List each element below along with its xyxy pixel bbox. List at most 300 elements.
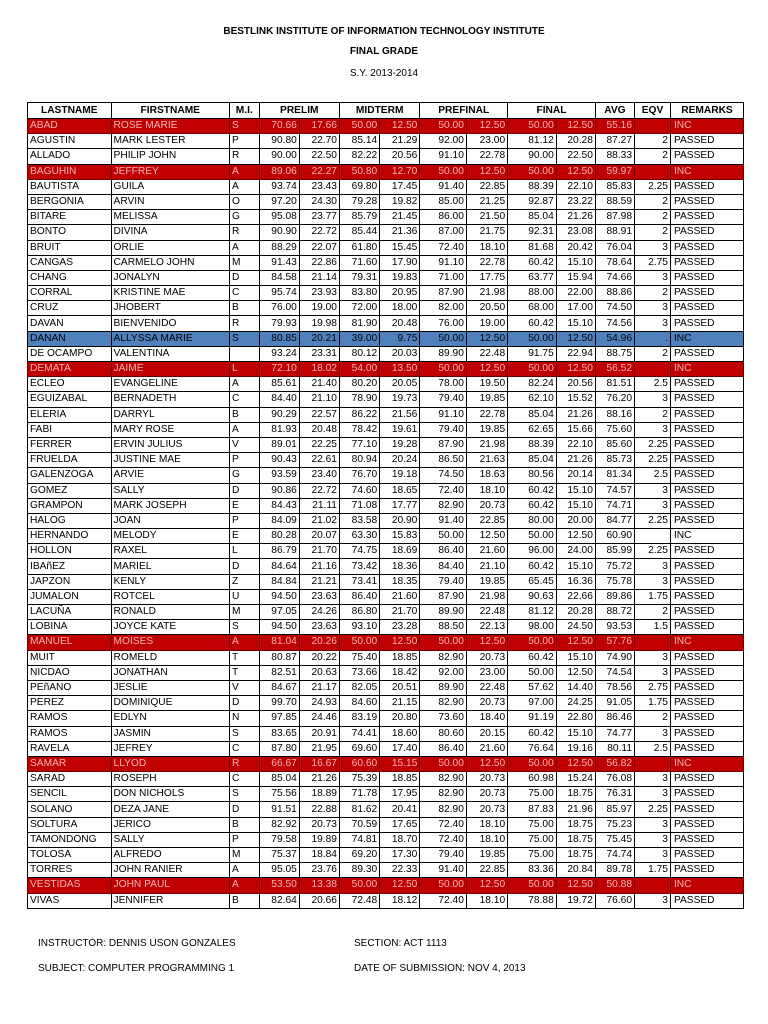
cell-lastname: MUIT: [28, 650, 112, 665]
table-row: [28, 680, 744, 695]
cell-firstname: DOMINIQUE: [111, 696, 229, 711]
cell-prelim-weighted: 23.63: [299, 589, 339, 604]
cell-prefinal-weighted: 21.50: [466, 210, 507, 225]
cell-firstname: ALFREDO: [111, 848, 229, 863]
cell-prelim-weighted: 22.50: [299, 149, 339, 164]
cell-midterm-grade: 84.60: [339, 696, 379, 711]
cell-firstname: JHOBERT: [111, 301, 229, 316]
cell-mi: T: [229, 650, 259, 665]
cell-lastname: BAUTISTA: [28, 179, 112, 194]
cell-prefinal-grade: 78.00: [420, 377, 467, 392]
cell-final-weighted: 22.66: [556, 589, 595, 604]
cell-mi: L: [229, 544, 259, 559]
cell-remarks: PASSED: [670, 893, 743, 908]
cell-avg: 74.71: [595, 498, 634, 513]
cell-mi: P: [229, 832, 259, 847]
cell-remarks: PASSED: [670, 680, 743, 695]
table-row: [28, 726, 744, 741]
cell-firstname: MELISSA: [111, 210, 229, 225]
cell-prefinal-grade: 74.50: [420, 468, 467, 483]
cell-prelim-weighted: 20.48: [299, 422, 339, 437]
cell-eqv: 2: [635, 286, 671, 301]
cell-lastname: ALLADO: [28, 149, 112, 164]
cell-final-grade: 75.00: [508, 848, 557, 863]
cell-final-weighted: 12.50: [556, 878, 595, 893]
cell-eqv: 2: [635, 605, 671, 620]
cell-mi: P: [229, 453, 259, 468]
cell-prelim-weighted: 23.40: [299, 468, 339, 483]
cell-lastname: DAVAN: [28, 316, 112, 331]
header-prefinal: PREFINAL: [420, 103, 508, 119]
table-row: [28, 149, 744, 164]
cell-firstname: ERVIN JULIUS: [111, 437, 229, 452]
cell-mi: S: [229, 726, 259, 741]
cell-prefinal-grade: 86.40: [420, 741, 467, 756]
cell-eqv: 3: [635, 392, 671, 407]
cell-prefinal-weighted: 21.25: [466, 194, 507, 209]
cell-final-grade: 97.00: [508, 696, 557, 711]
cell-lastname: BITARE: [28, 210, 112, 225]
cell-final-grade: 85.04: [508, 453, 557, 468]
cell-avg: 88.16: [595, 407, 634, 422]
cell-final-grade: 76.64: [508, 741, 557, 756]
cell-mi: A: [229, 164, 259, 179]
cell-prelim-weighted: 20.91: [299, 726, 339, 741]
cell-prefinal-grade: 82.90: [420, 650, 467, 665]
table-row: [28, 286, 744, 301]
cell-firstname: DON NICHOLS: [111, 787, 229, 802]
cell-firstname: DEZA JANE: [111, 802, 229, 817]
table-row: [28, 164, 744, 179]
school-year: S.Y. 2013-2014: [349, 68, 419, 79]
cell-midterm-weighted: 15.83: [380, 529, 420, 544]
cell-midterm-grade: 80.94: [339, 453, 379, 468]
cell-firstname: ROSEPH: [111, 772, 229, 787]
instructor-label: INSTRUCTOR: DENNIS USON GONZALES: [38, 938, 236, 949]
cell-mi: B: [229, 407, 259, 422]
cell-avg: 76.20: [595, 392, 634, 407]
cell-midterm-weighted: 22.33: [380, 863, 420, 878]
cell-lastname: BAGUHIN: [28, 164, 112, 179]
table-row: [28, 134, 744, 149]
cell-remarks: PASSED: [670, 225, 743, 240]
cell-final-weighted: 22.50: [556, 149, 595, 164]
cell-prelim-weighted: 19.00: [299, 301, 339, 316]
cell-midterm-grade: 73.42: [339, 559, 379, 574]
cell-final-weighted: 24.50: [556, 620, 595, 635]
cell-prefinal-grade: 72.40: [420, 893, 467, 908]
cell-firstname: ROMELD: [111, 650, 229, 665]
cell-midterm-weighted: 20.56: [380, 149, 420, 164]
cell-midterm-weighted: 19.83: [380, 270, 420, 285]
cell-eqv: 2.5: [635, 377, 671, 392]
cell-midterm-grade: 60.60: [339, 756, 379, 771]
cell-prelim-weighted: 24.30: [299, 194, 339, 209]
cell-final-grade: 80.56: [508, 468, 557, 483]
cell-final-weighted: 20.42: [556, 240, 595, 255]
cell-final-weighted: 19.72: [556, 893, 595, 908]
cell-final-weighted: 18.75: [556, 848, 595, 863]
cell-lastname: ELERIA: [28, 407, 112, 422]
cell-prefinal-weighted: 20.73: [466, 650, 507, 665]
cell-avg: 93.53: [595, 620, 634, 635]
cell-prelim-grade: 88.29: [259, 240, 299, 255]
cell-eqv: 3: [635, 483, 671, 498]
cell-remarks: PASSED: [670, 210, 743, 225]
cell-prefinal-grade: 82.90: [420, 498, 467, 513]
cell-prefinal-weighted: 22.85: [466, 179, 507, 194]
cell-prelim-grade: 86.79: [259, 544, 299, 559]
cell-final-weighted: 12.50: [556, 529, 595, 544]
cell-mi: N: [229, 711, 259, 726]
cell-final-grade: 60.42: [508, 255, 557, 270]
cell-prefinal-weighted: 21.98: [466, 437, 507, 452]
cell-prefinal-grade: 79.40: [420, 422, 467, 437]
cell-mi: G: [229, 210, 259, 225]
cell-prelim-weighted: 23.63: [299, 620, 339, 635]
table-row: [28, 544, 744, 559]
cell-prelim-weighted: 21.40: [299, 377, 339, 392]
cell-prelim-weighted: 18.02: [299, 362, 339, 377]
cell-prelim-grade: 81.93: [259, 422, 299, 437]
cell-midterm-weighted: 20.80: [380, 711, 420, 726]
cell-prelim-grade: 93.74: [259, 179, 299, 194]
cell-prefinal-grade: 50.00: [420, 164, 467, 179]
cell-final-weighted: 12.50: [556, 331, 595, 346]
cell-avg: 76.31: [595, 787, 634, 802]
cell-midterm-weighted: 9.75: [380, 331, 420, 346]
cell-prelim-grade: 97.85: [259, 711, 299, 726]
cell-prefinal-weighted: 12.50: [466, 119, 507, 134]
cell-final-grade: 50.00: [508, 529, 557, 544]
cell-midterm-weighted: 19.61: [380, 422, 420, 437]
cell-midterm-grade: 69.60: [339, 741, 379, 756]
table-row: [28, 589, 744, 604]
cell-final-grade: 81.12: [508, 134, 557, 149]
cell-lastname: DEMATA: [28, 362, 112, 377]
cell-mi: [229, 346, 259, 361]
cell-lastname: GOMEZ: [28, 483, 112, 498]
cell-remarks: PASSED: [670, 589, 743, 604]
cell-midterm-weighted: 21.45: [380, 210, 420, 225]
cell-avg: 56.82: [595, 756, 634, 771]
cell-avg: 86.46: [595, 711, 634, 726]
cell-prefinal-weighted: 22.78: [466, 149, 507, 164]
cell-mi: V: [229, 437, 259, 452]
cell-firstname: SALLY: [111, 483, 229, 498]
cell-final-weighted: 21.26: [556, 407, 595, 422]
cell-prefinal-weighted: 19.50: [466, 377, 507, 392]
cell-midterm-grade: 81.62: [339, 802, 379, 817]
cell-remarks: INC: [670, 362, 743, 377]
cell-avg: 88.91: [595, 225, 634, 240]
cell-remarks: INC: [670, 878, 743, 893]
cell-final-grade: 85.04: [508, 407, 557, 422]
cell-final-grade: 88.39: [508, 179, 557, 194]
cell-midterm-grade: 71.60: [339, 255, 379, 270]
cell-eqv: 3: [635, 650, 671, 665]
table-row: [28, 270, 744, 285]
cell-final-weighted: 22.94: [556, 346, 595, 361]
cell-midterm-weighted: 18.35: [380, 574, 420, 589]
cell-midterm-grade: 86.40: [339, 589, 379, 604]
cell-remarks: PASSED: [670, 726, 743, 741]
cell-mi: B: [229, 301, 259, 316]
cell-mi: A: [229, 240, 259, 255]
header-lastname: LASTNAME: [28, 103, 112, 119]
cell-remarks: PASSED: [670, 437, 743, 452]
cell-prelim-weighted: 19.89: [299, 832, 339, 847]
cell-lastname: IBAñEZ: [28, 559, 112, 574]
cell-lastname: SARAD: [28, 772, 112, 787]
cell-eqv: [635, 164, 671, 179]
cell-avg: 55.16: [595, 119, 634, 134]
cell-firstname: JOAN: [111, 513, 229, 528]
header-firstname: FIRSTNAME: [111, 103, 229, 119]
cell-eqv: 3: [635, 498, 671, 513]
cell-mi: D: [229, 802, 259, 817]
cell-prefinal-weighted: 19.00: [466, 316, 507, 331]
header-avg: AVG: [595, 103, 634, 119]
table-row: [28, 832, 744, 847]
cell-midterm-grade: 74.75: [339, 544, 379, 559]
cell-midterm-grade: 77.10: [339, 437, 379, 452]
cell-final-weighted: 12.50: [556, 665, 595, 680]
cell-final-grade: 68.00: [508, 301, 557, 316]
cell-prelim-grade: 72.10: [259, 362, 299, 377]
cell-midterm-grade: 71.08: [339, 498, 379, 513]
cell-final-grade: 90.63: [508, 589, 557, 604]
cell-final-grade: 96.00: [508, 544, 557, 559]
table-row: [28, 878, 744, 893]
cell-midterm-weighted: 20.51: [380, 680, 420, 695]
cell-final-grade: 57.62: [508, 680, 557, 695]
cell-prefinal-grade: 80.60: [420, 726, 467, 741]
cell-prefinal-weighted: 21.98: [466, 286, 507, 301]
cell-prelim-grade: 90.90: [259, 225, 299, 240]
cell-lastname: CHANG: [28, 270, 112, 285]
cell-lastname: ABAD: [28, 119, 112, 134]
cell-mi: P: [229, 134, 259, 149]
school-name: BESTLINK INSTITUTE OF INFORMATION TECHNOLOGY INSTITUTE: [223, 26, 545, 37]
cell-mi: G: [229, 468, 259, 483]
cell-prelim-weighted: 21.14: [299, 270, 339, 285]
cell-final-grade: 85.04: [508, 210, 557, 225]
cell-prefinal-grade: 88.50: [420, 620, 467, 635]
cell-firstname: MARIEL: [111, 559, 229, 574]
cell-prelim-weighted: 22.88: [299, 802, 339, 817]
cell-avg: 88.72: [595, 605, 634, 620]
cell-remarks: PASSED: [670, 422, 743, 437]
table-row: [28, 331, 744, 346]
cell-avg: 78.64: [595, 255, 634, 270]
cell-eqv: 3: [635, 270, 671, 285]
cell-prefinal-grade: 82.90: [420, 802, 467, 817]
cell-avg: 81.51: [595, 377, 634, 392]
cell-prelim-weighted: 13.38: [299, 878, 339, 893]
cell-avg: 88.86: [595, 286, 634, 301]
cell-prelim-grade: 70.66: [259, 119, 299, 134]
cell-prelim-weighted: 23.77: [299, 210, 339, 225]
cell-lastname: TAMONDONG: [28, 832, 112, 847]
header-midterm: MIDTERM: [339, 103, 419, 119]
cell-prelim-grade: 97.05: [259, 605, 299, 620]
cell-prefinal-grade: 79.40: [420, 848, 467, 863]
cell-remarks: INC: [670, 529, 743, 544]
cell-final-grade: 60.98: [508, 772, 557, 787]
cell-final-grade: 62.65: [508, 422, 557, 437]
cell-firstname: JOHN RANIER: [111, 863, 229, 878]
cell-prefinal-grade: 87.90: [420, 589, 467, 604]
table-row: [28, 453, 744, 468]
table-row: [28, 407, 744, 422]
cell-firstname: JOHN PAUL: [111, 878, 229, 893]
cell-prelim-grade: 82.64: [259, 893, 299, 908]
cell-mi: R: [229, 149, 259, 164]
cell-final-grade: 81.12: [508, 605, 557, 620]
cell-prefinal-weighted: 22.85: [466, 513, 507, 528]
cell-mi: A: [229, 878, 259, 893]
header-remarks: REMARKS: [670, 103, 743, 119]
table-row: [28, 529, 744, 544]
cell-eqv: 2.5: [635, 468, 671, 483]
cell-prefinal-weighted: 12.50: [466, 756, 507, 771]
cell-avg: 60.90: [595, 529, 634, 544]
cell-firstname: MOISES: [111, 635, 229, 650]
cell-midterm-weighted: 18.60: [380, 726, 420, 741]
table-row: [28, 696, 744, 711]
cell-midterm-grade: 69.80: [339, 179, 379, 194]
cell-prefinal-weighted: 22.48: [466, 680, 507, 695]
cell-avg: 85.97: [595, 802, 634, 817]
table-row: [28, 240, 744, 255]
cell-eqv: 3: [635, 832, 671, 847]
cell-midterm-weighted: 21.56: [380, 407, 420, 422]
cell-prefinal-grade: 82.90: [420, 787, 467, 802]
cell-prelim-grade: 94.50: [259, 620, 299, 635]
cell-mi: A: [229, 422, 259, 437]
cell-avg: 74.90: [595, 650, 634, 665]
cell-remarks: PASSED: [670, 149, 743, 164]
cell-mi: S: [229, 119, 259, 134]
cell-eqv: 2.75: [635, 255, 671, 270]
cell-lastname: HERNANDO: [28, 529, 112, 544]
cell-remarks: PASSED: [670, 650, 743, 665]
cell-prelim-weighted: 21.16: [299, 559, 339, 574]
cell-firstname: JENNIFER: [111, 893, 229, 908]
cell-remarks: PASSED: [670, 240, 743, 255]
cell-prefinal-grade: 50.00: [420, 529, 467, 544]
cell-final-weighted: 15.66: [556, 422, 595, 437]
cell-firstname: JONATHAN: [111, 665, 229, 680]
cell-avg: 85.60: [595, 437, 634, 452]
cell-mi: B: [229, 893, 259, 908]
cell-firstname: ORLIE: [111, 240, 229, 255]
cell-firstname: JEFFREY: [111, 164, 229, 179]
cell-firstname: ARVIE: [111, 468, 229, 483]
cell-prefinal-grade: 72.40: [420, 240, 467, 255]
cell-firstname: EVANGELINE: [111, 377, 229, 392]
cell-prelim-grade: 75.56: [259, 787, 299, 802]
cell-prefinal-grade: 89.90: [420, 346, 467, 361]
cell-avg: 84.77: [595, 513, 634, 528]
cell-final-weighted: 12.50: [556, 119, 595, 134]
cell-prefinal-weighted: 20.73: [466, 772, 507, 787]
cell-avg: 74.74: [595, 848, 634, 863]
cell-prefinal-grade: 72.40: [420, 483, 467, 498]
cell-remarks: PASSED: [670, 817, 743, 832]
cell-final-grade: 88.00: [508, 286, 557, 301]
cell-prelim-grade: 84.67: [259, 680, 299, 695]
cell-prefinal-weighted: 21.10: [466, 559, 507, 574]
cell-prefinal-weighted: 21.75: [466, 225, 507, 240]
cell-midterm-weighted: 18.00: [380, 301, 420, 316]
cell-prefinal-weighted: 21.60: [466, 544, 507, 559]
cell-midterm-grade: 85.44: [339, 225, 379, 240]
table-row: [28, 498, 744, 513]
cell-midterm-weighted: 20.41: [380, 802, 420, 817]
cell-remarks: PASSED: [670, 544, 743, 559]
cell-avg: 74.56: [595, 316, 634, 331]
cell-final-grade: 50.00: [508, 756, 557, 771]
cell-midterm-weighted: 12.50: [380, 635, 420, 650]
cell-midterm-weighted: 23.28: [380, 620, 420, 635]
cell-prelim-grade: 80.87: [259, 650, 299, 665]
cell-prefinal-grade: 91.10: [420, 149, 467, 164]
cell-prelim-grade: 53.50: [259, 878, 299, 893]
cell-lastname: NICDAO: [28, 665, 112, 680]
cell-midterm-grade: 80.12: [339, 346, 379, 361]
cell-eqv: 2: [635, 210, 671, 225]
cell-prelim-grade: 80.85: [259, 331, 299, 346]
cell-mi: D: [229, 270, 259, 285]
cell-remarks: PASSED: [670, 772, 743, 787]
cell-midterm-grade: 83.58: [339, 513, 379, 528]
cell-mi: D: [229, 696, 259, 711]
cell-firstname: MARK LESTER: [111, 134, 229, 149]
cell-prelim-weighted: 21.70: [299, 544, 339, 559]
table-row: [28, 802, 744, 817]
cell-mi: S: [229, 331, 259, 346]
table-row: [28, 301, 744, 316]
cell-prefinal-weighted: 18.10: [466, 832, 507, 847]
cell-final-weighted: 12.50: [556, 756, 595, 771]
cell-eqv: 3: [635, 301, 671, 316]
cell-final-grade: 81.68: [508, 240, 557, 255]
cell-remarks: INC: [670, 119, 743, 134]
cell-midterm-weighted: 18.36: [380, 559, 420, 574]
cell-final-grade: 60.42: [508, 483, 557, 498]
cell-final-weighted: 21.26: [556, 210, 595, 225]
document-title: FINAL GRADE: [349, 46, 419, 57]
cell-prefinal-grade: 79.40: [420, 574, 467, 589]
cell-remarks: PASSED: [670, 498, 743, 513]
cell-lastname: SOLANO: [28, 802, 112, 817]
cell-avg: 89.78: [595, 863, 634, 878]
cell-prelim-weighted: 23.76: [299, 863, 339, 878]
cell-prefinal-grade: 86.50: [420, 453, 467, 468]
cell-midterm-grade: 72.00: [339, 301, 379, 316]
cell-mi: E: [229, 529, 259, 544]
cell-prelim-grade: 85.04: [259, 772, 299, 787]
cell-midterm-weighted: 18.69: [380, 544, 420, 559]
cell-mi: M: [229, 848, 259, 863]
cell-remarks: INC: [670, 635, 743, 650]
cell-avg: 89.86: [595, 589, 634, 604]
cell-eqv: [635, 878, 671, 893]
cell-prelim-grade: 95.08: [259, 210, 299, 225]
cell-prefinal-grade: 87.00: [420, 225, 467, 240]
